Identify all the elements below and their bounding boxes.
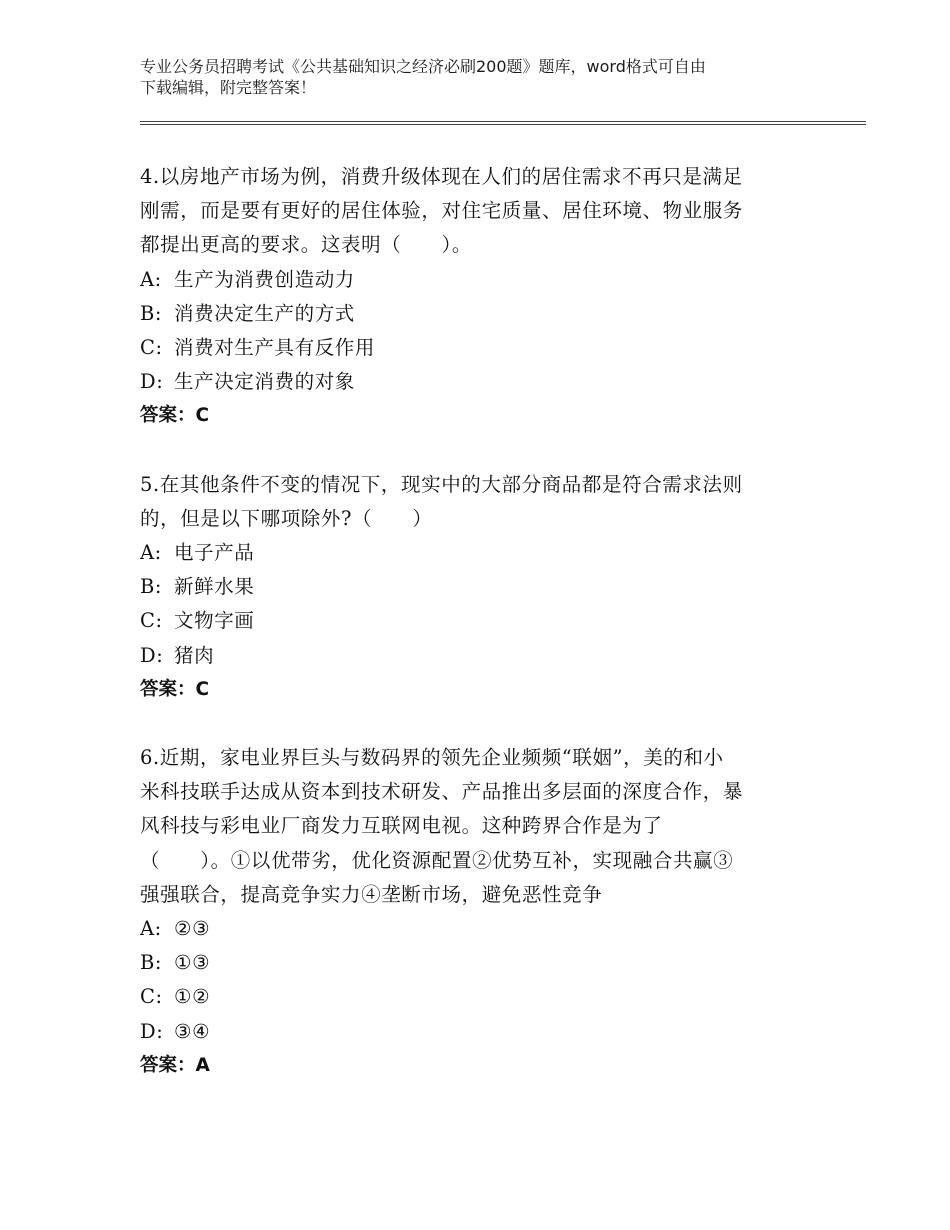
question-text-line: 都提出更高的要求。这表明（ ）。	[140, 233, 472, 257]
option-text: ③④	[174, 1019, 211, 1043]
question-text-line: 4.以房地产市场为例，消费升级体现在人们的居住需求不再只是满足	[140, 165, 743, 188]
option-b	[140, 297, 820, 331]
question-text-line: 刚需，而是要有更好的居住体验，对住宅质量、居住环境、物业服务	[140, 199, 744, 223]
question-5	[140, 468, 820, 707]
answer-label: 答案：C	[140, 405, 210, 427]
option-letter: A:	[140, 267, 162, 291]
header-line-1: 专业公务员招聘考试《公共基础知识之经济必刷200题》题库，word格式可自由	[140, 57, 706, 76]
question-4	[140, 160, 820, 434]
option-c	[140, 980, 820, 1014]
question-list	[140, 160, 820, 1083]
header-divider-bottom	[140, 124, 866, 125]
option-d	[140, 639, 820, 673]
question-text-line: 5.在其他条件不变的情况下，现实中的大部分商品都是符合需求法则	[140, 472, 743, 496]
option-d	[140, 365, 820, 399]
answer-label: 答案：C	[140, 678, 210, 700]
option-text: 消费决定生产的方式	[174, 301, 355, 325]
option-text: 生产决定消费的对象	[174, 370, 355, 394]
option-letter: C:	[140, 609, 163, 633]
option-text: 猪肉	[174, 643, 215, 667]
option-text: 生产为消费创造动力	[174, 267, 355, 291]
option-text: 新鲜水果	[174, 575, 255, 599]
option-letter: C:	[140, 985, 163, 1009]
question-text-line: 风科技与彩电业厂商发力互联网电视。这种跨界合作是为了	[140, 814, 663, 838]
option-letter: C:	[140, 336, 163, 360]
option-c	[140, 331, 820, 365]
question-text-line: 强强联合，提高竞争实力④垄断市场，避免恶性竞争	[140, 882, 603, 906]
option-text: 文物字画	[174, 609, 255, 633]
option-b	[140, 570, 820, 604]
option-letter: D:	[140, 1019, 164, 1043]
option-d	[140, 1015, 820, 1049]
answer-label: 答案：A	[140, 1054, 210, 1076]
question-text-line: 的，但是以下哪项除外?（ ）	[140, 506, 433, 530]
option-text: 消费对生产具有反作用	[174, 336, 376, 360]
option-text: ①②	[174, 985, 211, 1009]
question-spacer	[140, 707, 820, 741]
header-divider-top	[140, 121, 866, 122]
question-spacer	[140, 434, 820, 468]
document-header	[140, 56, 820, 98]
option-a	[140, 263, 820, 297]
option-letter: B:	[140, 575, 163, 599]
header-line-2: 下载编辑，附完整答案！	[140, 78, 317, 97]
option-letter: B:	[140, 951, 163, 975]
option-letter: B:	[140, 301, 163, 325]
question-6	[140, 741, 820, 1083]
option-letter: D:	[140, 370, 164, 394]
option-a	[140, 536, 820, 570]
option-a	[140, 912, 820, 946]
question-text-line: 6.近期，家电业界巨头与数码界的领先企业频频“联姻”，美的和小	[140, 746, 724, 770]
question-text-line: 米科技联手达成从资本到技术研发、产品推出多层面的深度合作，暴	[140, 780, 744, 804]
option-letter: D:	[140, 643, 164, 667]
option-text: 电子产品	[174, 541, 255, 565]
option-text: ①③	[174, 951, 211, 975]
question-text-line: （ ）。①以优带劣，优化资源配置②优势互补，实现融合共赢③	[140, 848, 734, 872]
option-text: ②③	[174, 917, 211, 941]
option-b	[140, 946, 820, 980]
option-c	[140, 604, 820, 638]
option-letter: A:	[140, 917, 162, 941]
option-letter: A:	[140, 541, 162, 565]
